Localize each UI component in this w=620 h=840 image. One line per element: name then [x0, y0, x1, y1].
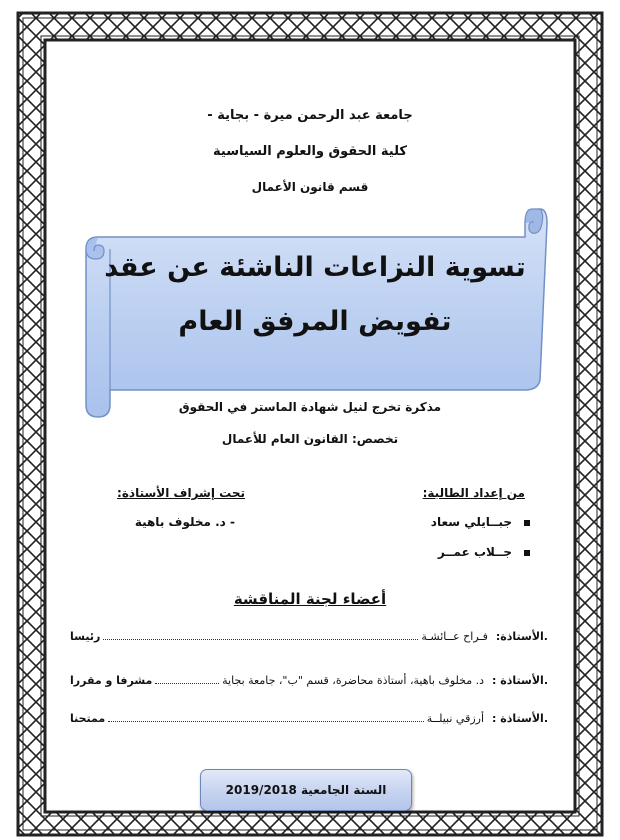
- member-name: د. مخلوف باهية، أستاذة محاضرة، قسم "ب"، جامعة بجاية: [222, 674, 485, 687]
- memo-description: مذكرة تخرج لنيل شهادة الماستر في الحقوق: [178, 400, 442, 414]
- member-label: .الأستاذة :: [492, 674, 548, 687]
- committee-heading: أعضاء لجنة المناقشة: [233, 590, 387, 608]
- committee-member-row: [70, 712, 548, 725]
- student-name: جــلاب عمــر: [437, 545, 512, 559]
- faculty-name: كلية الحقوق والعلوم السياسية: [213, 144, 407, 159]
- department-name: قسم قانون الأعمال: [251, 180, 369, 194]
- student-name: جبــايلي سعاد: [430, 515, 512, 529]
- dotted-leader: [108, 713, 424, 722]
- member-name: فـراح عــائشـة: [421, 630, 488, 643]
- thesis-title-line-2: تفويض المرفق العام: [178, 306, 452, 337]
- supervisor-name: - د. مخلوف باهية: [134, 515, 235, 529]
- member-label: .الأستاذة :: [492, 712, 548, 725]
- committee-member-row: [70, 630, 548, 643]
- bullet-icon: [524, 550, 530, 556]
- prepared-by-heading: من إعداد الطالبة:: [422, 486, 525, 500]
- student-item: [438, 545, 530, 559]
- dotted-leader: [155, 675, 219, 684]
- university-name: جامعة عبد الرحمن ميرة - بجاية -: [207, 108, 413, 123]
- supervision-heading: تحت إشراف الأستاذة:: [117, 486, 245, 500]
- member-role: ممتحنا: [70, 712, 106, 725]
- committee-member-row: [70, 674, 548, 687]
- dotted-leader: [103, 631, 418, 640]
- student-item: [431, 515, 530, 529]
- member-role: رئيسا: [70, 630, 101, 643]
- academic-year-box: [200, 769, 412, 811]
- thesis-title-line-1: تسوية النزاعات الناشئة عن عقد: [104, 252, 526, 283]
- member-label: .الأستاذة:: [495, 630, 548, 643]
- member-name: أرزقي نبيلــة: [426, 712, 485, 725]
- specialization: تخصص: القانون العام للأعمال: [221, 432, 399, 446]
- academic-year-label: السنة الجامعية 2019/2018: [225, 783, 387, 797]
- bullet-icon: [524, 520, 530, 526]
- member-role: مشرفا و مقررا: [70, 674, 153, 687]
